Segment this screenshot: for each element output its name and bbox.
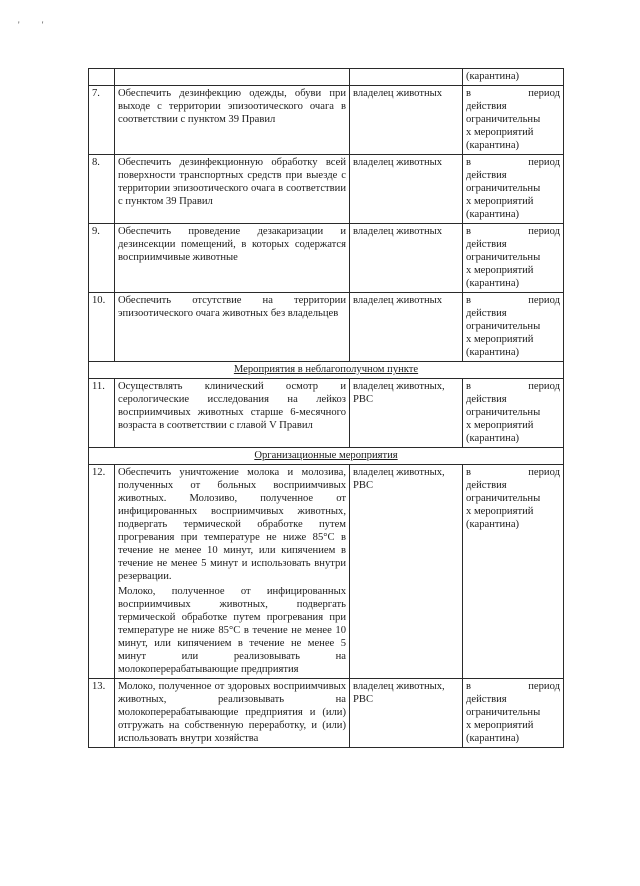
cell-number: 7.: [89, 86, 115, 155]
deadline-line: действия: [466, 694, 507, 705]
action-paragraph: Молоко, полученное от инфицированных восприимчивых животных, подвергать термической обработке путем прогревания при температуре не ниже 85°С в течение не менее 10 минут, или кипячением в течение не менее 5 минут или реализовывать на молокоперерабатывающие предприятия: [118, 586, 346, 675]
deadline-line: х мероприятий: [466, 420, 534, 431]
cell-responsible: владелец животных, РВС: [350, 465, 463, 679]
deadline-word: период: [528, 226, 560, 237]
action-paragraph: Осуществлять клинический осмотр и серологические исследования на лейкоз восприимчивых животных старше 6-месячного возраста в соответствии с главой V Правил: [118, 381, 346, 431]
cell-number: [89, 69, 115, 86]
cell-deadline: [463, 86, 564, 155]
cell-deadline: [463, 155, 564, 224]
deadline-word: в: [466, 88, 472, 99]
deadline-first-line: [466, 466, 560, 479]
deadline-line: (карантина): [466, 278, 520, 289]
deadline-word: период: [528, 295, 560, 306]
section-row: [89, 362, 564, 379]
action-paragraph: Обеспечить проведение дезакаризации и дезинсекции помещений, в которых содержатся восприимчивые животные: [118, 226, 346, 263]
deadline-first-line: [466, 680, 560, 693]
deadline-line: х мероприятий: [466, 506, 534, 517]
deadline-line: х мероприятий: [466, 196, 534, 207]
table-row: [89, 293, 564, 362]
deadline-line: действия: [466, 101, 507, 112]
cell-number: 12.: [89, 465, 115, 679]
deadline-first-line: [466, 225, 560, 238]
deadline-line: ограничительны: [466, 252, 541, 263]
cell-action: [115, 155, 350, 224]
cell-number: 10.: [89, 293, 115, 362]
cell-action: [115, 465, 350, 679]
cell-responsible: владелец животных: [350, 293, 463, 362]
cell-responsible: владелец животных: [350, 224, 463, 293]
deadline-word: период: [528, 88, 560, 99]
deadline-line: (карантина): [466, 140, 520, 151]
cell-action: [115, 293, 350, 362]
action-paragraph: Обеспечить дезинфекцию одежды, обуви при выходе с территории эпизоотического очага в соответствии с пунктом 39 Правил: [118, 88, 346, 125]
deadline-line: ограничительны: [466, 707, 541, 718]
cell-responsible: владелец животных: [350, 155, 463, 224]
deadline-word: в: [466, 226, 472, 237]
deadline-word: период: [528, 157, 560, 168]
section-row: [89, 448, 564, 465]
cell-responsible: [350, 69, 463, 86]
cell-deadline: [463, 293, 564, 362]
table-row-continued: [89, 69, 564, 86]
table-row: [89, 224, 564, 293]
deadline-line: х мероприятий: [466, 720, 534, 731]
table-row: [89, 379, 564, 448]
deadline-line: действия: [466, 239, 507, 250]
deadline-line: действия: [466, 480, 507, 491]
deadline-line: ограничительны: [466, 407, 541, 418]
cell-number: 13.: [89, 679, 115, 748]
deadline-word: в: [466, 681, 472, 692]
cell-number: 8.: [89, 155, 115, 224]
page-corner-marks: ' ': [18, 20, 54, 30]
table-row: [89, 465, 564, 679]
deadline-word: в: [466, 381, 472, 392]
deadline-line: (карантина): [466, 433, 520, 444]
deadline-line: (карантина): [466, 519, 520, 530]
cell-responsible: владелец животных: [350, 86, 463, 155]
deadline-word: период: [528, 467, 560, 478]
action-paragraph: Обеспечить отсутствие на территории эпизоотического очага животных без владельцев: [118, 295, 346, 319]
cell-responsible: владелец животных, РВС: [350, 679, 463, 748]
deadline-line: ограничительны: [466, 114, 541, 125]
deadline-first-line: [466, 156, 560, 169]
deadline-line: х мероприятий: [466, 265, 534, 276]
cell-number: 11.: [89, 379, 115, 448]
deadline-line: ограничительны: [466, 183, 541, 194]
cell-action: [115, 679, 350, 748]
table-row: [89, 86, 564, 155]
cell-deadline: [463, 679, 564, 748]
deadline-line: ограничительны: [466, 321, 541, 332]
deadline-line: х мероприятий: [466, 127, 534, 138]
cell-number: 9.: [89, 224, 115, 293]
cell-deadline: [463, 465, 564, 679]
deadline-line: (карантина): [466, 347, 520, 358]
deadline-word: в: [466, 295, 472, 306]
deadline-line: х мероприятий: [466, 334, 534, 345]
deadline-line: действия: [466, 308, 507, 319]
cell-responsible: владелец животных, РВС: [350, 379, 463, 448]
action-paragraph: Молоко, полученное от здоровых восприимчивых животных, реализовывать на молокоперерабатывающие предприятия и (или) отгружать на собственную переработку, и (или) использовать внутри хозяйства: [118, 681, 346, 744]
deadline-word: период: [528, 381, 560, 392]
deadline-line: действия: [466, 394, 507, 405]
cell-deadline: [463, 379, 564, 448]
deadline-line: (карантина): [466, 733, 520, 744]
action-paragraph: Обеспечить дезинфекционную обработку всей поверхности транспортных средств при выезде с территории эпизоотического очага в соответствии с пунктом 39 Правил: [118, 157, 346, 207]
table-row: [89, 155, 564, 224]
deadline-first-line: [466, 380, 560, 393]
section-heading: Организационные мероприятия: [89, 448, 564, 465]
table-row: [89, 679, 564, 748]
deadline-line: (карантина): [466, 209, 520, 220]
cell-action: [115, 86, 350, 155]
deadline-line: действия: [466, 170, 507, 181]
deadline-word: в: [466, 157, 472, 168]
deadline-word: период: [528, 681, 560, 692]
cell-deadline: (карантина): [463, 69, 564, 86]
cell-action: [115, 224, 350, 293]
cell-action: [115, 379, 350, 448]
action-paragraph: Обеспечить уничтожение молока и молозива, полученных от больных восприимчивых животных. Молозиво, полученное от инфицированных восприимчивых животных, подвергать термической обработке путем прогревания при температуре не ниже 85°С в течение не менее 10 минут, или кипячением в течение не менее 5 минут и использовать внутри резервации.: [118, 467, 346, 582]
section-heading: Мероприятия в неблагополучном пункте: [89, 362, 564, 379]
deadline-first-line: [466, 294, 560, 307]
deadline-line: ограничительны: [466, 493, 541, 504]
cell-action: [115, 69, 350, 86]
measures-table: [88, 68, 564, 748]
deadline-first-line: [466, 87, 560, 100]
deadline-word: в: [466, 467, 472, 478]
cell-deadline: [463, 224, 564, 293]
